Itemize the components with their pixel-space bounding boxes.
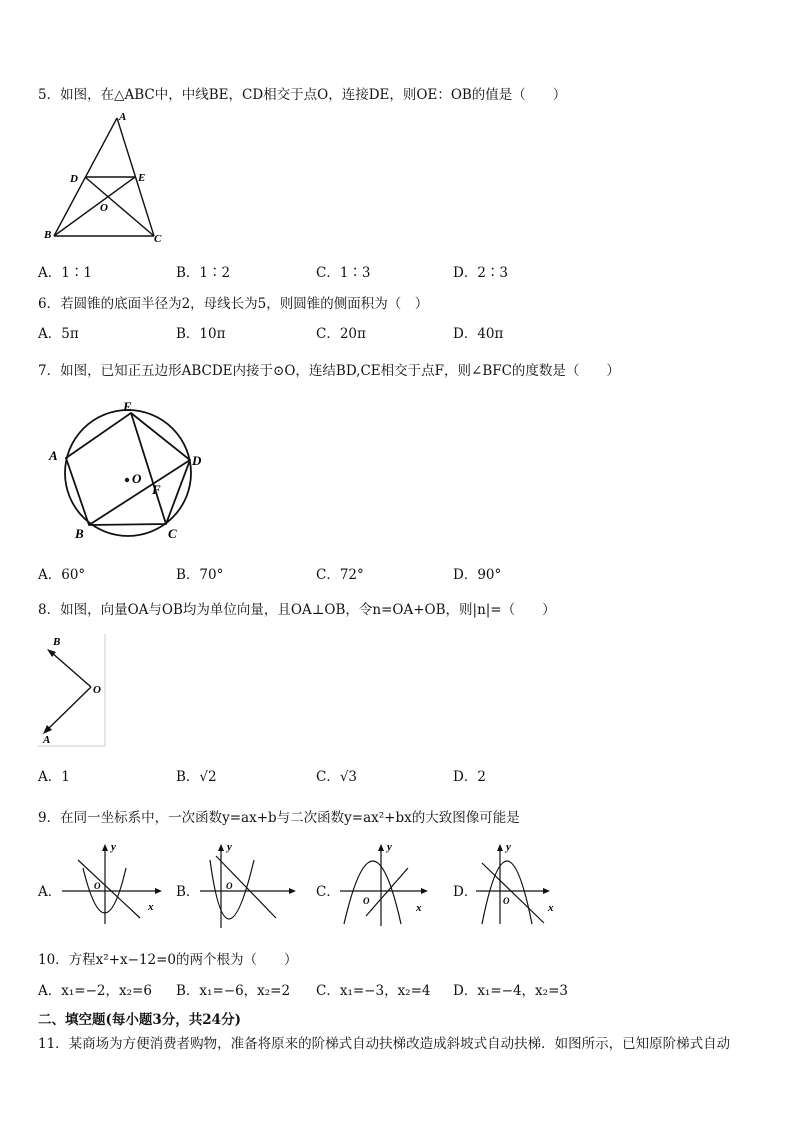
- q7-option-b: B．70°: [176, 567, 224, 583]
- q5-option-b: B．1∶2: [176, 265, 231, 281]
- q9-option-d: D．: [453, 884, 478, 900]
- q6-option-c: C．20π: [316, 326, 366, 342]
- q9d-origin: O: [503, 896, 510, 906]
- q5-option-d: D．2∶3: [453, 265, 509, 281]
- q9-graph-d: [472, 838, 582, 928]
- q9d-axis-x: x: [548, 902, 554, 914]
- q8-option-b: B．√2: [176, 769, 217, 785]
- q5-triangle-figure: [38, 108, 173, 248]
- q9-graph-b: [196, 838, 306, 933]
- q6-option-b: B．10π: [176, 326, 226, 342]
- q7-option-c: C．72°: [316, 567, 364, 583]
- q8-option-a: A．1: [38, 769, 70, 785]
- q7-label-f: F: [152, 482, 161, 497]
- q9-option-a: A．: [38, 884, 62, 900]
- q8-stem: 8．如图，向量OA与OB均为单位向量，且OA⊥OB，令n=OA+OB，则|n|=（ ）: [38, 602, 556, 618]
- q10-option-a: A．x₁=−2，x₂=6: [38, 983, 152, 999]
- q9d-axis-y: y: [506, 841, 511, 853]
- q7-option-a: A．60°: [38, 567, 86, 583]
- q9c-origin: O: [363, 896, 370, 906]
- q8-vector-figure: [36, 630, 111, 748]
- q5-option-c: C．1∶3: [316, 265, 371, 281]
- q5-option-a: A．1∶1: [38, 265, 92, 281]
- q9b-axis-y: y: [227, 841, 232, 853]
- q7-label-e: E: [123, 399, 132, 414]
- q6-option-a: A．5π: [38, 326, 79, 342]
- q9-option-c: C．: [316, 884, 340, 900]
- q7-stem: 7．如图，已知正五边形ABCDE内接于⊙O，连结BD,CE相交于点F，则∠BFC的度数是（ ）: [38, 363, 620, 379]
- q9-graph-a: [58, 838, 168, 928]
- q7-label-b: B: [75, 526, 84, 541]
- q7-option-d: D．90°: [453, 567, 502, 583]
- q10-stem: 10．方程x²+x−12=0的两个根为（ ）: [38, 952, 298, 968]
- q5-label-a: A: [119, 111, 127, 123]
- q7-label-c: C: [168, 526, 177, 541]
- q8-label-o: O: [93, 684, 101, 696]
- q5-label-o: O: [100, 202, 108, 214]
- q9-option-b: B．: [176, 884, 200, 900]
- q9-stem: 9．在同一坐标系中，一次函数y=ax+b与二次函数y=ax²+bx的大致图像可能是: [38, 810, 520, 826]
- q5-label-e: E: [138, 172, 146, 184]
- q5-label-b: B: [44, 229, 52, 241]
- q5-stem: 5．如图，在△ABC中，中线BE，CD相交于点O，连接DE，则OE：OB的值是（ ）: [38, 87, 567, 103]
- q8-option-c: C．√3: [316, 769, 358, 785]
- q10-option-d: D．x₁=−4，x₂=3: [453, 983, 568, 999]
- q9a-origin: O: [94, 881, 101, 891]
- q9a-axis-x: x: [148, 901, 154, 913]
- q6-stem: 6．若圆锥的底面半径为2，母线长为5，则圆锥的侧面积为（ ）: [38, 296, 429, 312]
- q11-stem: 11．某商场为方便消费者购物，准备将原来的阶梯式自动扶梯改造成斜坡式自动扶梯．如图所示，已知原阶梯式自动: [38, 1036, 731, 1052]
- q7-label-d: D: [192, 453, 202, 468]
- q10-option-b: B．x₁=−6，x₂=2: [176, 983, 291, 999]
- q9c-axis-x: x: [416, 902, 422, 914]
- q8-option-d: D．2: [453, 769, 486, 785]
- q7-label-o: O: [132, 471, 142, 486]
- section-fill-in-heading: 二、填空题(每小题3分，共24分): [38, 1012, 241, 1028]
- q7-pentagon-figure: [44, 396, 214, 544]
- q10-option-c: C．x₁=−3，x₂=4: [316, 983, 431, 999]
- q5-label-c: C: [154, 233, 162, 245]
- q8-label-b: B: [53, 636, 61, 648]
- q9-graph-c: [336, 838, 446, 928]
- q9b-origin: O: [226, 881, 233, 891]
- q8-label-a: A: [43, 734, 51, 746]
- q9a-axis-y: y: [111, 841, 116, 853]
- q7-label-a: A: [49, 448, 58, 463]
- q6-option-d: D．40π: [453, 326, 504, 342]
- q5-label-d: D: [70, 173, 78, 185]
- q9c-axis-y: y: [387, 841, 392, 853]
